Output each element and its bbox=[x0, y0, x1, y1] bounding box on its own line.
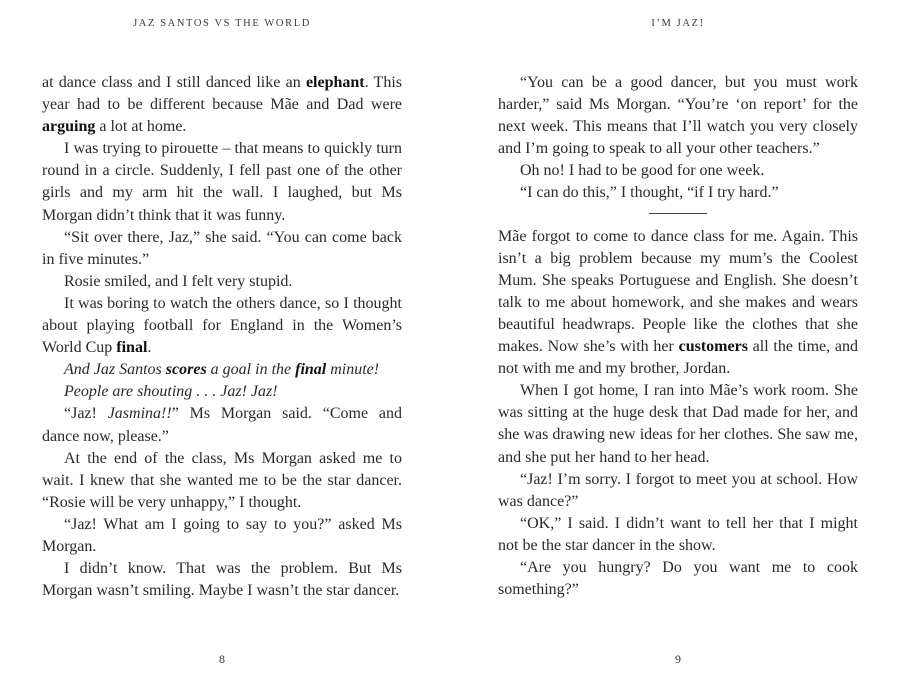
text: ” Ms Morgan said. “Come and dance now, please.” bbox=[42, 405, 402, 445]
paragraph bbox=[42, 72, 402, 138]
paragraph bbox=[42, 293, 402, 359]
paragraph: “Sit over there, Jaz,” she said. “You can come back in five minutes.” bbox=[42, 228, 402, 268]
right-page-number: 9 bbox=[675, 652, 681, 666]
paragraph: “Jaz! What am I going to say to you?” asked Ms Morgan. bbox=[42, 515, 402, 555]
left-page-body bbox=[42, 72, 402, 602]
paragraph: “Are you hungry? Do you want me to cook something?” bbox=[498, 558, 858, 599]
bold-word: elephant bbox=[305, 74, 365, 91]
right-page-body bbox=[498, 72, 858, 601]
bold-word: scores bbox=[165, 361, 207, 379]
paragraph: Rosie smiled, and I felt very stupid. bbox=[64, 272, 293, 290]
paragraph: I didn’t know. That was the problem. But Ms Morgan wasn’t smiling. Maybe I wasn’t the star dancer. bbox=[42, 560, 402, 600]
text: all the time, and not with me and my brother, Jordan. bbox=[498, 338, 858, 378]
text: a goal in the bbox=[206, 361, 296, 379]
section-break-rule bbox=[649, 213, 707, 214]
bold-word: arguing bbox=[42, 118, 96, 136]
left-page-number: 8 bbox=[219, 652, 225, 666]
paragraph: “Jaz! I’m sorry. I forgot to meet you at school. How was dance?” bbox=[498, 470, 858, 510]
left-page bbox=[42, 0, 402, 690]
italic-paragraph bbox=[42, 359, 402, 381]
text: . This year had to be different because Mãe and Dad were bbox=[42, 74, 403, 114]
right-page bbox=[498, 0, 858, 690]
italic-word: Jasmina!! bbox=[107, 405, 172, 423]
text: minute! bbox=[326, 361, 380, 379]
paragraph: “You can be a good dancer, but you must work harder,” said Ms Morgan. “You’re ‘on report’ for the next week. This means that I’ll watch you very closely and I’m going to speak to all your other teachers.” bbox=[498, 74, 858, 158]
paragraph bbox=[498, 226, 858, 381]
bold-word: customers bbox=[678, 338, 748, 356]
right-running-head: I’M JAZ! bbox=[651, 18, 705, 29]
text: at dance class and I still danced like an bbox=[42, 74, 306, 91]
left-running-head: JAZ SANTOS VS THE WORLD bbox=[133, 18, 311, 29]
paragraph: “OK,” I said. I didn’t want to tell her that I might not be the star dancer in the show. bbox=[498, 514, 858, 554]
paragraph: When I got home, I ran into Mãe’s work room. She was sitting at the huge desk that Dad made for her, and she was drawing new ideas for her clothes. She saw me, and she put her hand to her head. bbox=[498, 382, 858, 466]
bold-word: final bbox=[116, 339, 148, 357]
text: Mãe forgot to come to dance class for me. Again. This isn’t a big problem because my mum’s the Coolest Mum. She speaks Portuguese and English. She doesn’t talk to me about homework, and she makes and wears beautiful headwraps. People like the clothes that she makes. Now she’s with her bbox=[498, 227, 858, 356]
text: And Jaz Santos bbox=[64, 361, 166, 379]
text: It was boring to watch the others dance, so I thought about playing football for England in the Women’s World Cup bbox=[42, 294, 402, 357]
text: “Jaz! bbox=[64, 405, 108, 423]
paragraph bbox=[42, 403, 402, 447]
paragraph: At the end of the class, Ms Morgan asked me to wait. I knew that she wanted me to be the star dancer. “Rosie will be very unhappy,” I thought. bbox=[42, 449, 402, 511]
italic-paragraph: People are shouting . . . Jaz! Jaz! bbox=[64, 383, 278, 401]
paragraph: I was trying to pirouette – that means to quickly turn round in a circle. Suddenly, I fell past one of the other girls and my arm hit the wall. I laughed, but Ms Morgan didn’t think that it was funny. bbox=[42, 140, 402, 224]
paragraph: “I can do this,” I thought, “if I try hard.” bbox=[520, 184, 779, 202]
paragraph: Oh no! I had to be good for one week. bbox=[520, 162, 765, 180]
text: . bbox=[147, 339, 152, 357]
bold-word: final bbox=[295, 361, 327, 379]
text: a lot at home. bbox=[95, 118, 187, 136]
